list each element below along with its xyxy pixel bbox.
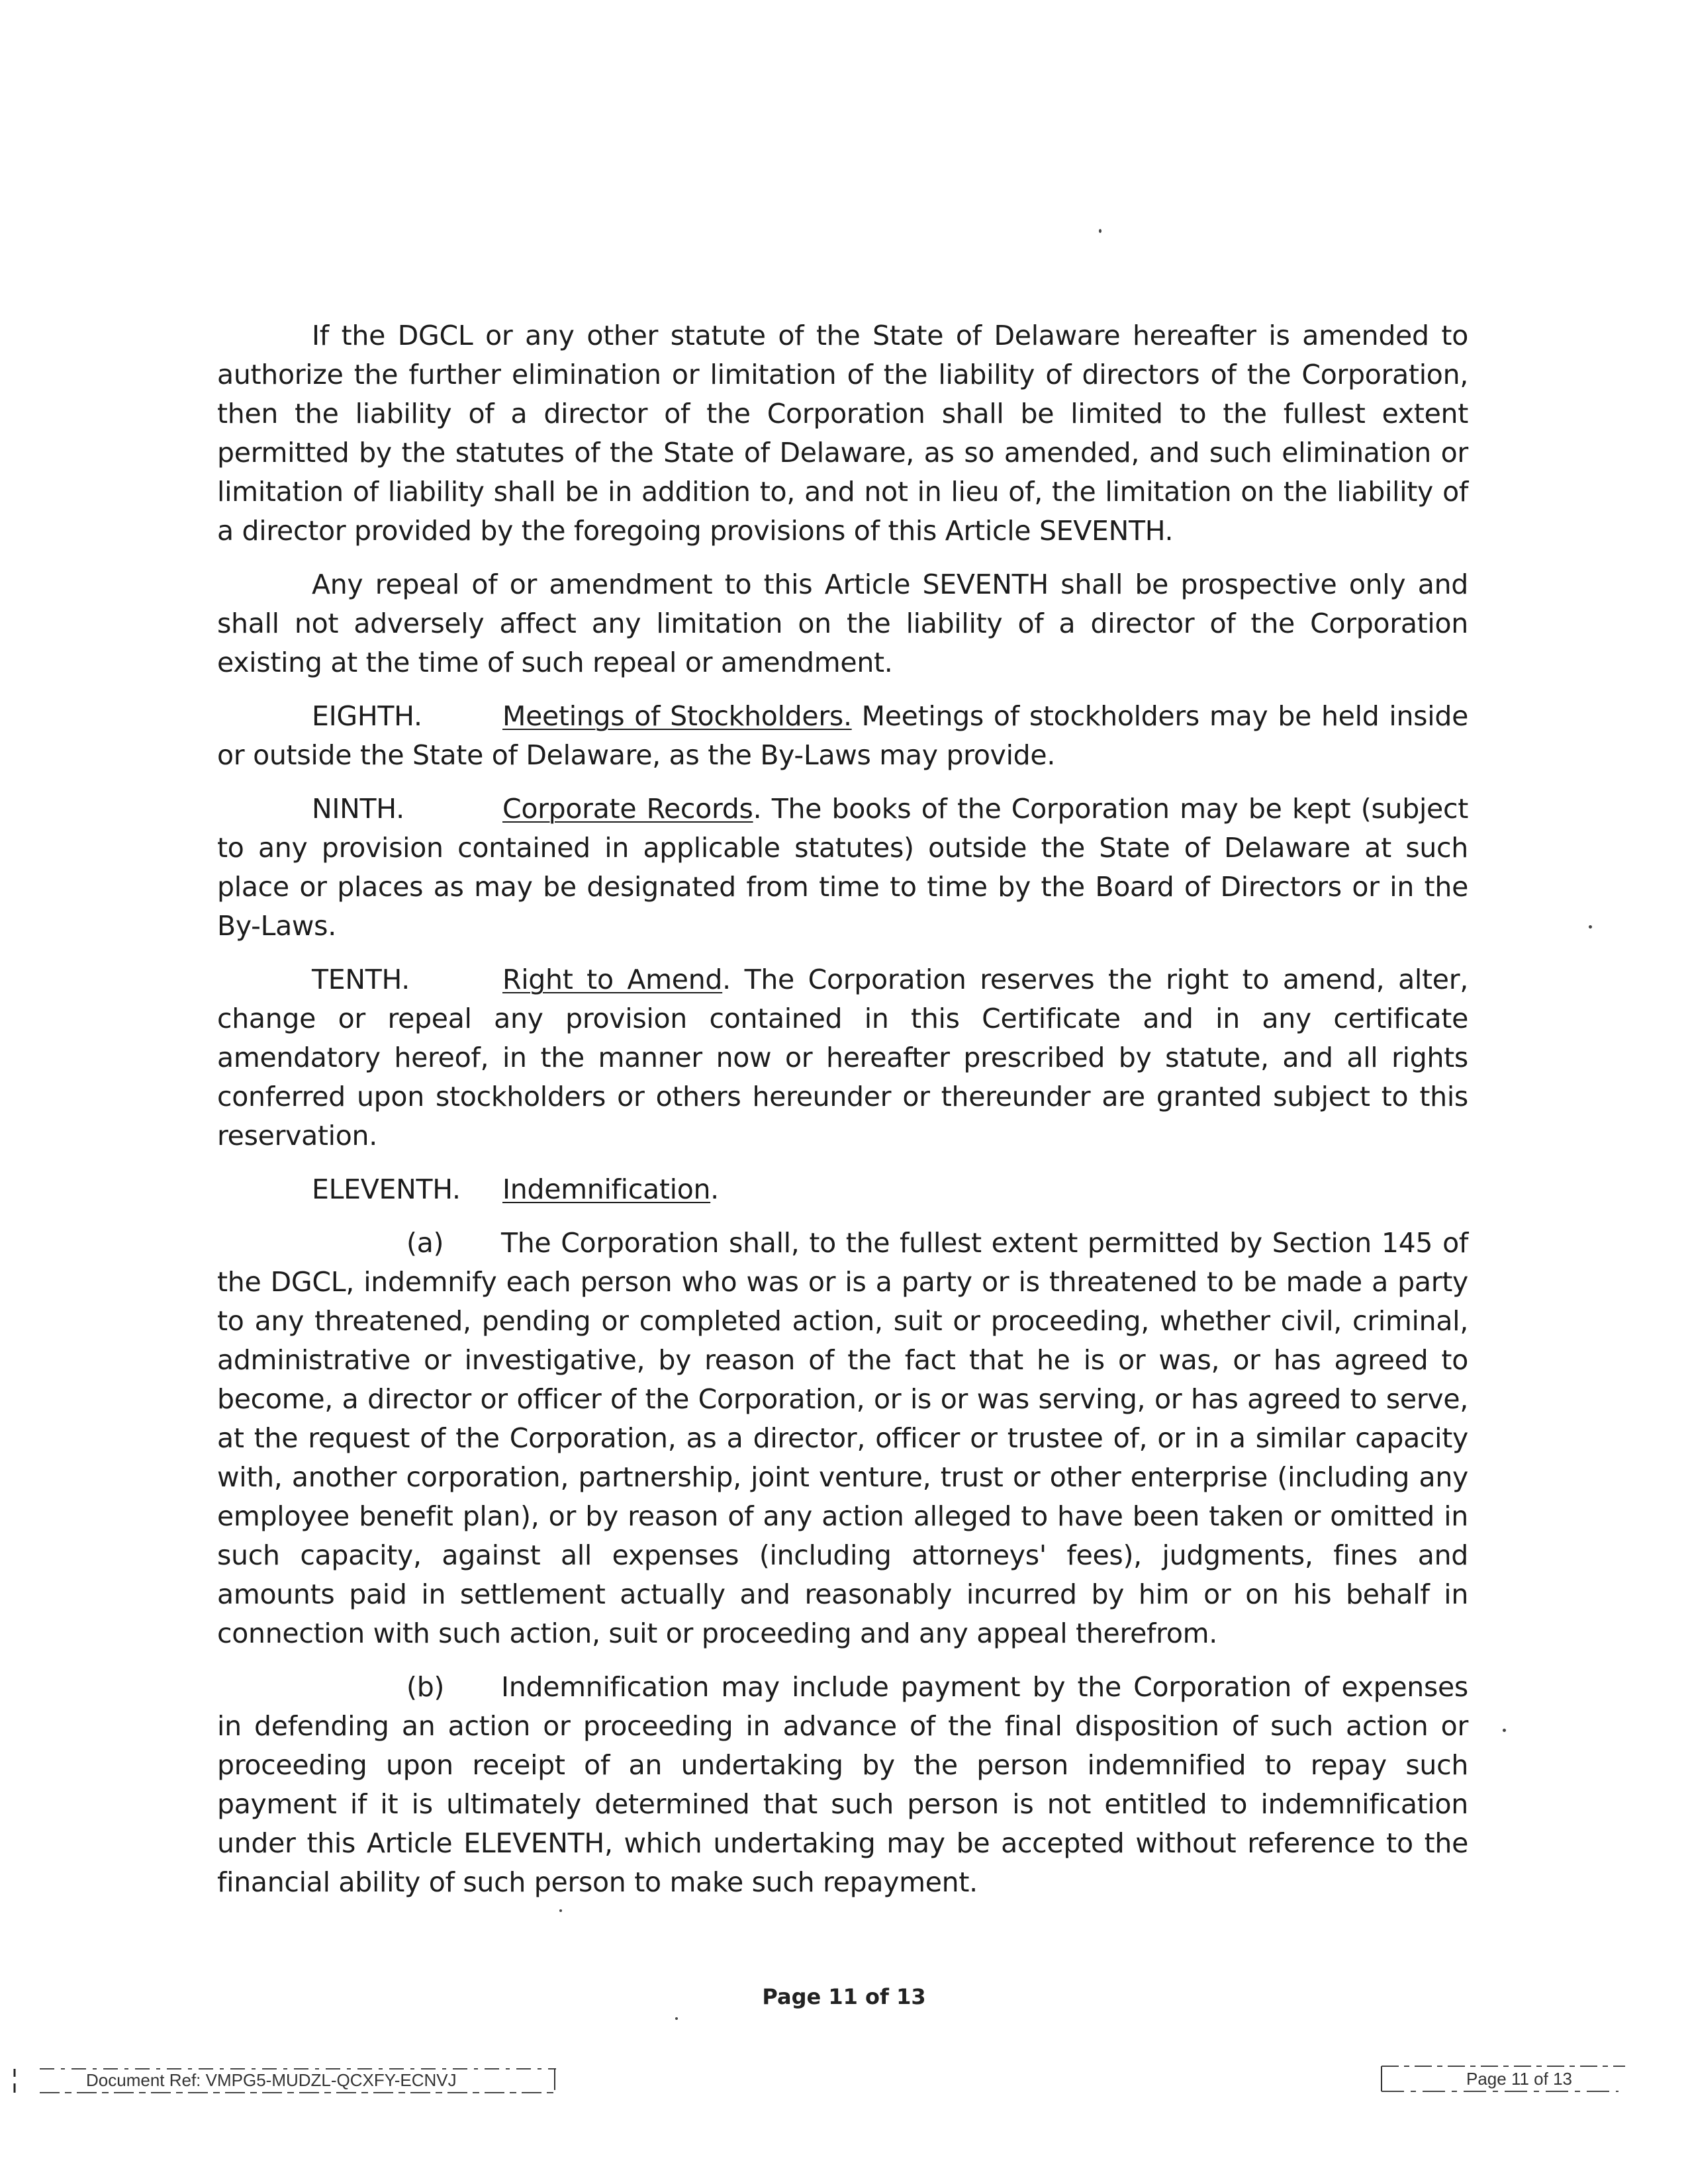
- article-heading: Meetings of Stockholders.: [502, 700, 852, 732]
- subsection-label: (a): [406, 1227, 444, 1259]
- subsection-text: Indemnification may include payment by the Corporation of expenses in defending an action or proceeding in advance of the final disposition of such action or proceeding upon receipt of an undertaking by the person indemnified to repay such payment if it is ultimately determined that such person is not entitled to indemnification under this Article ELEVENTH, which undertaking may be accepted without reference to the financial ability of such person to make such repayment.: [217, 1671, 1468, 1898]
- scan-speck: [1099, 229, 1102, 233]
- article-heading: Corporate Records: [502, 793, 753, 825]
- article-heading-period: .: [710, 1173, 719, 1205]
- article-ninth: [217, 790, 1468, 946]
- article-number: ELEVENTH.: [312, 1173, 461, 1205]
- article-heading: Indemnification: [502, 1173, 711, 1205]
- scan-speck: [1589, 925, 1592, 929]
- article-eighth: [217, 697, 1468, 775]
- document-ref-stamp: [13, 2064, 563, 2097]
- document-ref: Document Ref: VMPG5-MUDZL-QCXFY-ECNVJ: [86, 2070, 457, 2090]
- article-text: Meetings of stockholders may be held inside or outside the State of Delaware, as the By-Laws may provide.: [217, 700, 1468, 771]
- subsection-label: (b): [406, 1671, 445, 1703]
- page-stamp-text: Page 11 of 13: [1466, 2069, 1572, 2089]
- article-text: . The books of the Corporation may be kept (subject to any provision contained in applicable statutes) outside the State of Delaware at such place or places as may be designated from time to time by the Board of Directors or in the By-Laws.: [217, 793, 1468, 942]
- subsection-b: [217, 1668, 1468, 1902]
- page-stamp: [1380, 2060, 1632, 2097]
- page-number: Page 11 of 13: [762, 1984, 926, 2009]
- paragraph-seventh-repeal: Any repeal of or amendment to this Article SEVENTH shall be prospective only and shall not adversely affect any limitation on the liability of a director of the Corporation existing at the time of such repeal or amendment.: [217, 569, 1468, 678]
- scan-speck: [1503, 1729, 1506, 1732]
- subsection-a: [217, 1224, 1468, 1653]
- article-eleventh: [217, 1170, 1468, 1209]
- article-text: . The Corporation reserves the right to amend, alter, change or repeal any provision contained in this Certificate and in any certificate amendatory hereof, in the manner now or hereafter prescribed by statute, and all rights conferred upon stockholders or others hereunder or thereunder are granted subject to this reservation.: [217, 964, 1469, 1152]
- paragraph-seventh-amendment: If the DGCL or any other statute of the State of Delaware hereafter is amended to authorize the further elimination or limitation of the liability of directors of the Corporation, then the liability of a director of the Corporation shall be limited to the fullest extent permitted by the statutes of the State of Delaware, as so amended, and such elimination or limitation of liability shall be in addition to, and not in lieu of, the limitation on the liability of a director provided by the foregoing provisions of this Article SEVENTH.: [217, 320, 1468, 547]
- article-number: NINTH.: [312, 793, 404, 825]
- document-body: [217, 316, 1468, 1917]
- article-number: TENTH.: [312, 964, 410, 995]
- article-heading: Right to Amend: [502, 964, 723, 995]
- article-tenth: [217, 960, 1468, 1156]
- scan-speck: [675, 2017, 678, 2020]
- subsection-text: The Corporation shall, to the fullest extent permitted by Section 145 of the DGCL, indemnify each person who was or is a party or is threatened to be made a party to any threatened, pending or completed action, suit or proceeding, whether civil, criminal, administrative or investigative, by reason of the fact that he is or was, or has agreed to become, a director or officer of the Corporation, or is or was serving, or has agreed to serve, at the request of the Corporation, as a director, officer or trustee of, or in a similar capacity with, another corporation, partnership, joint venture, trust or other enterprise (including any employee benefit plan), or by reason of any action alleged to have been taken or omitted in such capacity, against all expenses (including attorneys' fees), judgments, fines and amounts paid in settlement actually and reasonably incurred by him or on his behalf in connection with such action, suit or proceeding and any appeal therefrom.: [217, 1227, 1468, 1649]
- article-number: EIGHTH.: [312, 700, 422, 732]
